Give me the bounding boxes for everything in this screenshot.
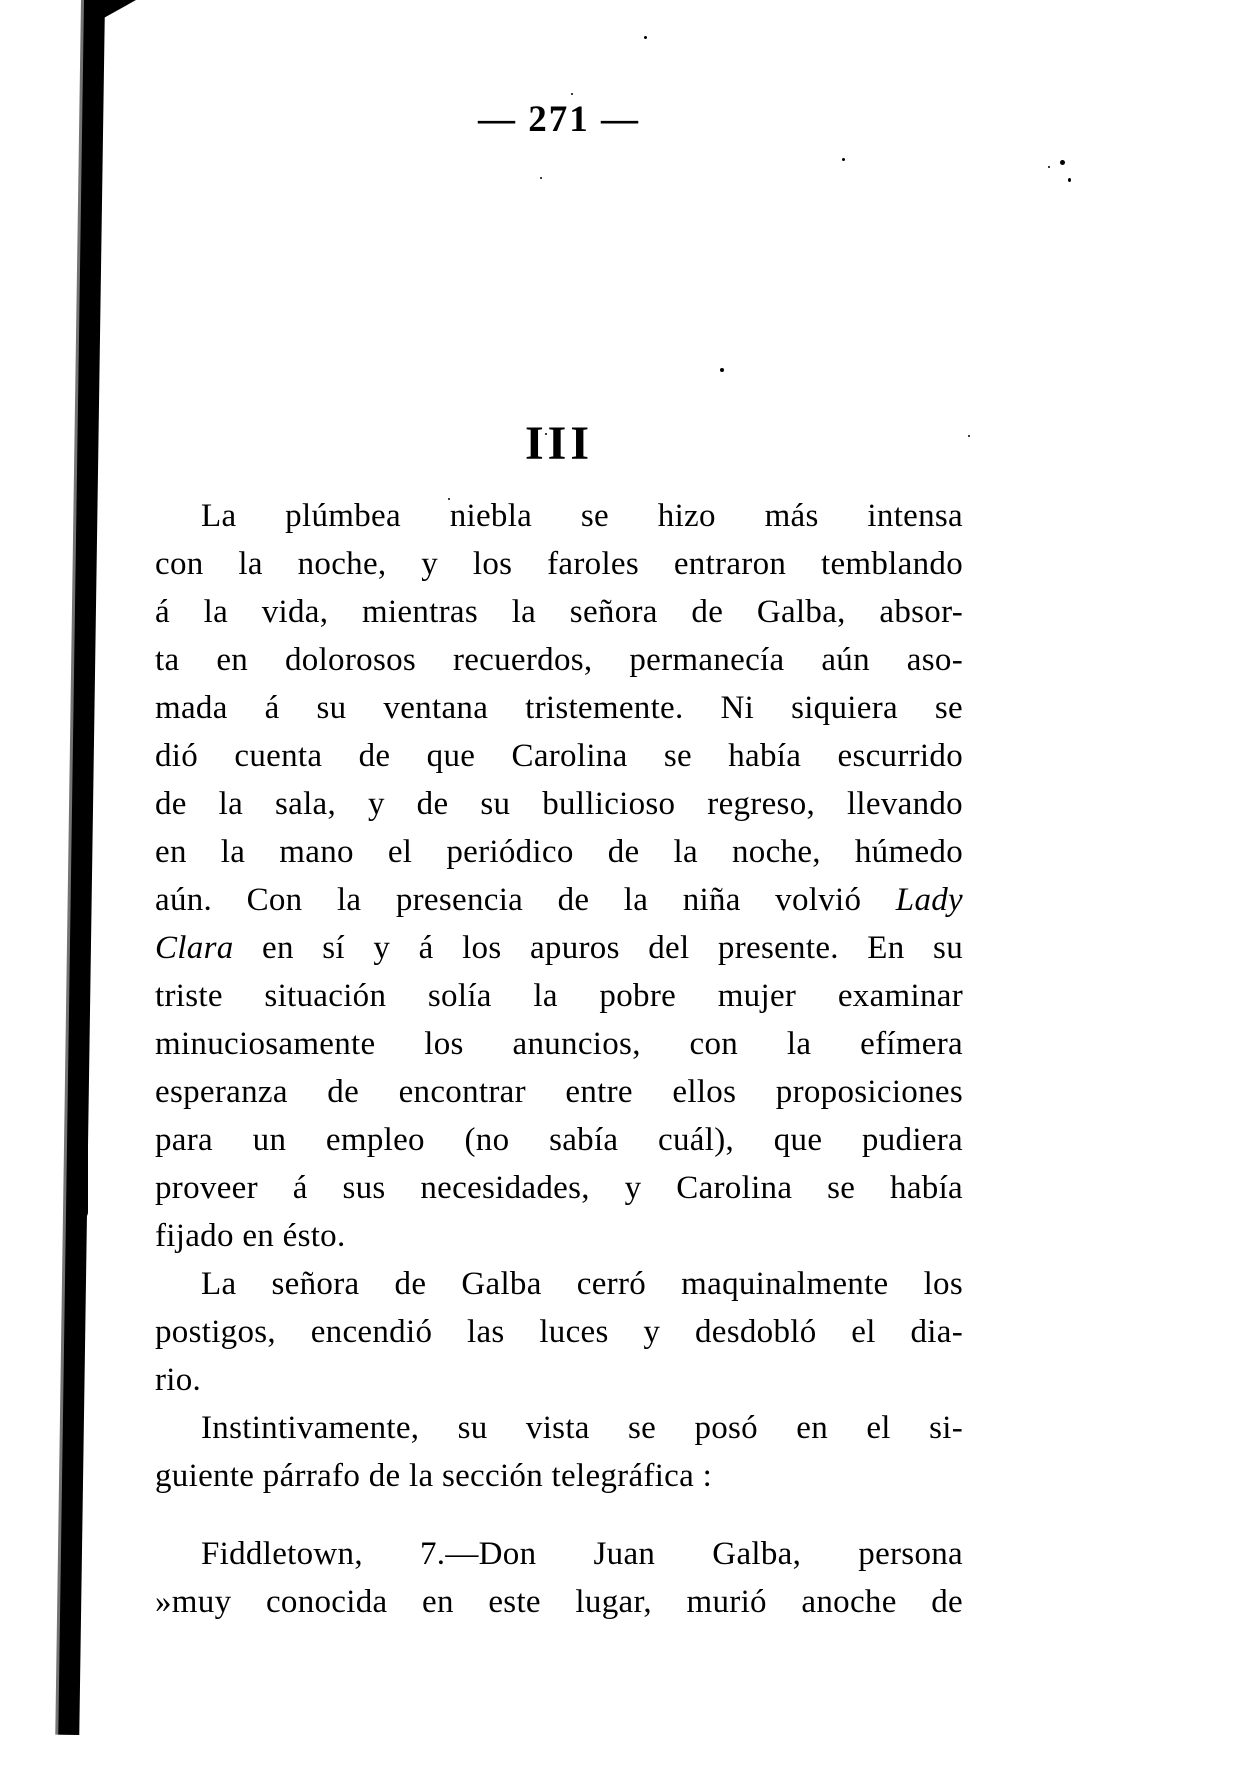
text-segment: »muy conocida en este lugar, murió anoche de — [155, 1584, 963, 1620]
text-line — [155, 1578, 963, 1626]
text-line — [155, 828, 963, 876]
text-line — [155, 1308, 963, 1356]
binding-edge-strip — [58, 0, 105, 1735]
text-line — [155, 1452, 963, 1500]
text-line — [155, 780, 963, 828]
text-segment: minuciosamente los anuncios, con la efímera — [155, 1026, 963, 1062]
scan-speckle — [1048, 166, 1050, 168]
scan-speckle — [968, 435, 970, 437]
paragraph — [155, 1404, 963, 1500]
body-text — [155, 492, 963, 1626]
binding-corner-wedge — [84, 0, 136, 18]
paragraph — [155, 1530, 963, 1626]
text-segment: postigos, encendió las luces y desdobló el dia- — [155, 1314, 963, 1350]
text-segment: proveer á sus necesidades, y Carolina se había — [155, 1170, 963, 1206]
text-line — [155, 876, 963, 924]
text-line — [155, 1260, 963, 1308]
text-line — [155, 588, 963, 636]
text-segment: en la mano el periódico de la noche, húmedo — [155, 834, 963, 870]
text-line — [155, 1356, 963, 1404]
text-segment: Fiddletown, 7.—Don Juan Galba, persona — [201, 1536, 963, 1572]
text-segment: triste situación solía la pobre mujer examinar — [155, 978, 963, 1014]
text-segment: La plúmbea niebla se hizo más intensa — [201, 498, 963, 534]
text-line — [155, 1068, 963, 1116]
text-line — [155, 1404, 963, 1452]
text-segment: de la sala, y de su bullicioso regreso, llevando — [155, 786, 963, 822]
text-segment: en sí y á los apuros del presente. En su — [233, 930, 963, 966]
text-line — [155, 972, 963, 1020]
text-line — [155, 1020, 963, 1068]
text-segment: aún. Con la presencia de la niña volvió — [155, 882, 896, 918]
binding-edge-bulge — [72, 1010, 88, 1220]
scan-speckle — [720, 368, 724, 372]
scan-speckle — [1060, 160, 1065, 165]
scan-speckle — [571, 93, 573, 95]
text-line — [155, 924, 963, 972]
text-line — [155, 1116, 963, 1164]
text-line — [155, 540, 963, 588]
text-segment: guiente párrafo de la sección telegráfica : — [155, 1458, 713, 1494]
text-segment: rio. — [155, 1362, 202, 1398]
text-line — [155, 732, 963, 780]
text-segment: La señora de Galba cerró maquinalmente los — [201, 1266, 963, 1302]
text-segment: dió cuenta de que Carolina se había escurrido — [155, 738, 963, 774]
text-segment: esperanza de encontrar entre ellos proposiciones — [155, 1074, 963, 1110]
italic-text: Lady — [895, 882, 963, 918]
text-line — [155, 684, 963, 732]
text-segment: fijado en ésto. — [155, 1218, 346, 1254]
scan-speckle — [1068, 178, 1071, 182]
text-segment: ta en dolorosos recuerdos, permanecía aún aso- — [155, 642, 963, 678]
text-segment: á la vida, mientras la señora de Galba, absor- — [155, 594, 963, 630]
text-segment: para un empleo (no sabía cuál), que pudiera — [155, 1122, 963, 1158]
paragraph — [155, 1260, 963, 1404]
text-line — [155, 1530, 963, 1578]
scan-speckle — [842, 158, 845, 161]
paragraph — [155, 492, 963, 1260]
scan-speckle — [540, 177, 542, 179]
page-number: — 271 — — [478, 99, 640, 140]
italic-text: Clara — [155, 930, 234, 966]
scan-speckle — [644, 36, 647, 39]
text-segment: con la noche, y los faroles entraron temblando — [155, 546, 963, 582]
text-segment: Instintivamente, su vista se posó en el si- — [201, 1410, 963, 1446]
text-segment: mada á su ventana tristemente. Ni siquiera se — [155, 690, 963, 726]
text-line — [155, 492, 963, 540]
chapter-heading: III — [524, 417, 594, 470]
text-line — [155, 636, 963, 684]
text-line — [155, 1212, 963, 1260]
text-line — [155, 1164, 963, 1212]
